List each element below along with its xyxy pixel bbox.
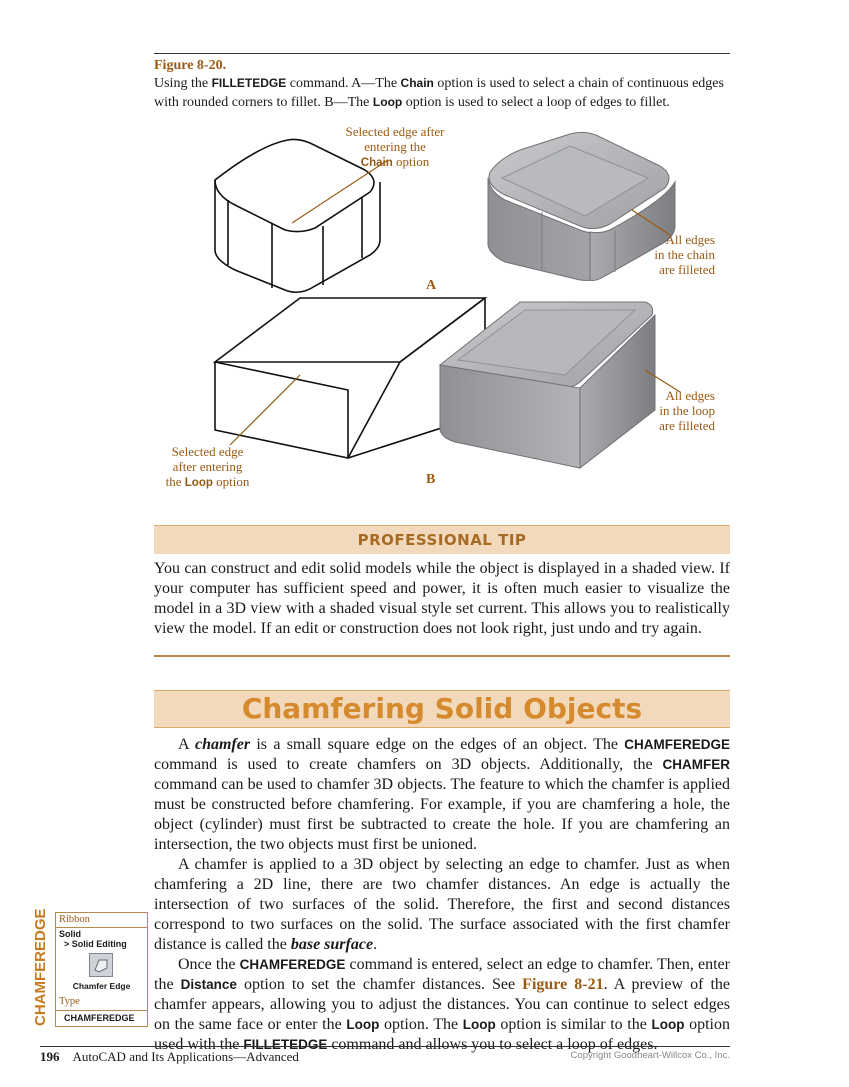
paragraph: Once the CHAMFEREDGE command is entered, select an edge to chamfer. Then, enter the Distance option to set the chamfer distances. See Figure 8-21. A preview of the chamfer appears, allowing you to adjust the distances. You can continue to select edges on the same face or enter the Loop option. The Loop option is similar to the Loop option used with the FILLETEDGE command and allows you to select a loop of edges. bbox=[154, 956, 731, 1053]
sidebar-command: CHAMFEREDGE bbox=[64, 1013, 135, 1023]
sidebar-vertical-label bbox=[30, 906, 50, 1026]
sidebar-tab: Solid bbox=[59, 929, 81, 939]
chamfer-edge-icon[interactable] bbox=[89, 953, 113, 977]
sidebar-tool-label: Chamfer Edge bbox=[72, 981, 131, 991]
sidebar-vertical-text: CHAMFEREDGE bbox=[32, 908, 49, 1026]
paragraph: A chamfer is a small square edge on the edges of an object. The CHAMFEREDGE command is used to create chamfers on 3D objects. Additionally, the CHAMFER command can be used to chamfer 3D objects. The feature to which the chamfer is applied must be constructed before chamfering. For example, if you are chamfering a hole, the object (cylinder) must first be subtracted to create the hole. If you are chamfering an intersection, the two objects must first be unioned. bbox=[154, 736, 731, 853]
section-title: Chamfering Solid Objects bbox=[241, 692, 643, 725]
paragraph: A chamfer is applied to a 3D object by selecting an edge to chamfer. Just as when chamfering a 2D line, there are two chamfer distances. An edge is actually the intersection of two surfaces of the solid. Therefore, the first and second distances correspond to two surfaces on the solid. The surface associated with the first chamfer distance is called the base surface. bbox=[154, 856, 730, 953]
tip-bottom-rule bbox=[154, 655, 730, 657]
sidebar-ribbon-label: Ribbon bbox=[59, 914, 90, 925]
copyright: Copyright Goodheart-Willcox Co., Inc. bbox=[570, 1050, 730, 1061]
figure-caption: Using the FILLETEDGE command. A—The Chain option is used to select a chain of continuous edges with rounded corners to fillet. B—The Loop option is used to select a loop of edges to fillet. bbox=[154, 76, 724, 110]
figure-letter-a: A bbox=[426, 278, 437, 293]
leader-arrow-b bbox=[230, 375, 300, 445]
professional-tip-title: PROFESSIONAL TIP bbox=[357, 531, 527, 549]
figure-reference-link[interactable]: Figure 8-21 bbox=[522, 976, 604, 993]
book-title: AutoCAD and Its Applications—Advanced bbox=[72, 1049, 299, 1064]
top-rule bbox=[154, 53, 730, 54]
label-selected-edge-loop: Selected edge after entering the Loop option bbox=[165, 444, 250, 489]
figure-title: Figure 8-20. bbox=[154, 58, 227, 73]
command-sidebar bbox=[55, 912, 148, 1027]
sidebar-panel: > Solid Editing bbox=[64, 939, 127, 949]
label-selected-edge-chain: Selected edge after entering the Chain option bbox=[345, 124, 445, 169]
section-body bbox=[154, 735, 730, 1055]
figure-illustration bbox=[140, 120, 740, 500]
professional-tip-body: You can construct and edit solid models while the object is displayed in a shaded view. If your computer has sufficient speed and power, it is often much easier to visualize the model in a 3D view with a shaded visual style set current. This allows you to realistically view the model. If an edit or construction does not look right, just undo and try again. bbox=[154, 560, 730, 637]
label-loop-filleted: All edges in the loop are filleted bbox=[659, 388, 715, 433]
section-header bbox=[154, 690, 730, 728]
footer-rule bbox=[40, 1046, 730, 1047]
figure-letter-b: B bbox=[426, 472, 436, 487]
professional-tip-header bbox=[154, 525, 730, 554]
sidebar-type-label: Type bbox=[59, 996, 80, 1007]
page-number: 196 bbox=[40, 1049, 60, 1064]
label-chain-filleted: All edges in the chain are filleted bbox=[654, 232, 715, 277]
shaded-model-b bbox=[440, 302, 655, 468]
footer-left bbox=[40, 1049, 299, 1065]
